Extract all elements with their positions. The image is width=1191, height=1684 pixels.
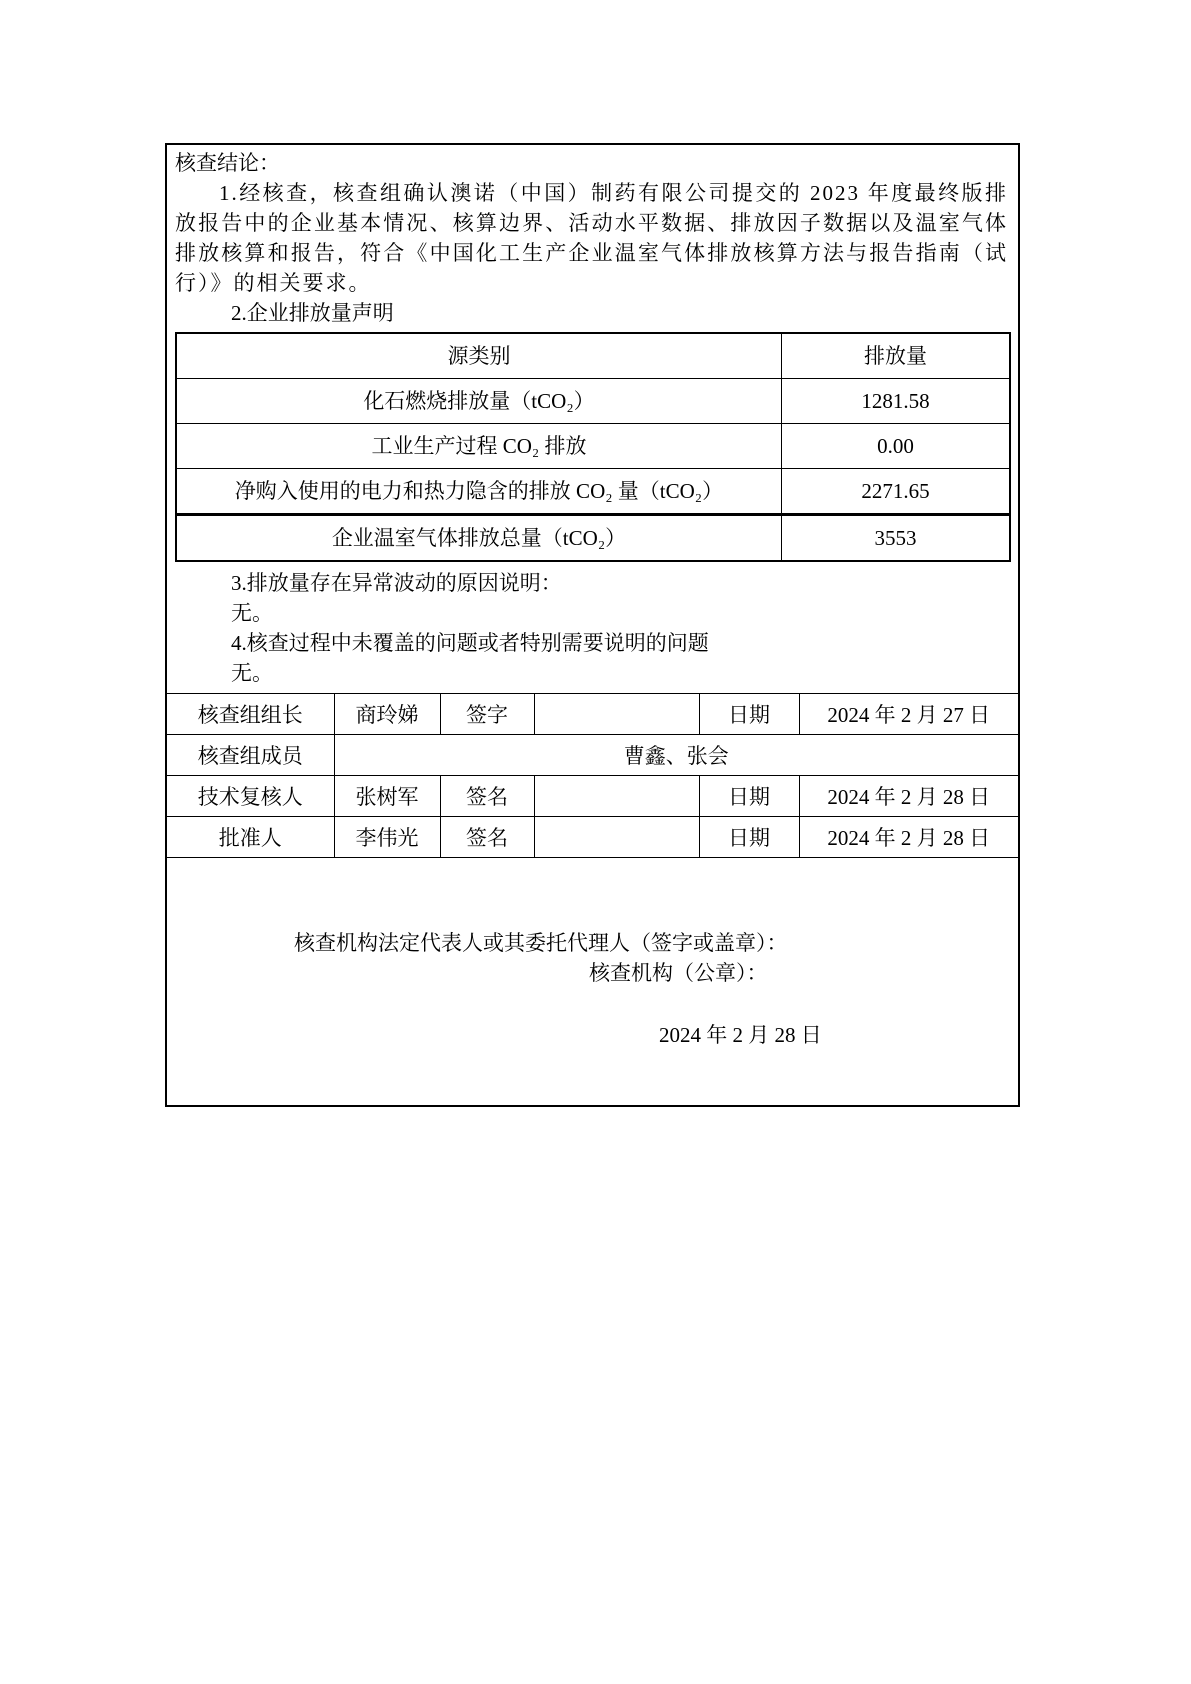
- emission-row: [176, 424, 1010, 469]
- name-cell: 商玲娣: [334, 694, 440, 735]
- signature-space: [534, 817, 699, 858]
- conclusion-cell: [167, 145, 1018, 693]
- emission-row-value: 0.00: [781, 424, 1010, 469]
- date-label-cell: 日期: [699, 776, 799, 817]
- role-cell: 技术复核人: [167, 776, 334, 817]
- signature-row-members: [167, 735, 1018, 776]
- emission-row-label: 净购入使用的电力和热力隐含的排放 CO₂ 量（tCO₂）: [176, 469, 781, 515]
- role-cell: 核查组组长: [167, 694, 334, 735]
- footer-date: 2024 年 2 月 28 日: [659, 1023, 822, 1047]
- date-label-cell: 日期: [699, 694, 799, 735]
- emission-header-row: [176, 333, 1010, 379]
- sign-label-cell: 签名: [440, 776, 534, 817]
- emission-row-value: 2271.65: [781, 469, 1010, 515]
- conclusion-item-2: 2.企业排放量声明: [231, 301, 394, 325]
- name-cell: 李伟光: [334, 817, 440, 858]
- emission-header-amount: 排放量: [781, 333, 1010, 379]
- emission-row-label: 工业生产过程 CO₂ 排放: [176, 424, 781, 469]
- conclusion-item-3-answer: 无。: [231, 601, 273, 625]
- conclusion-title: 核查结论：: [175, 151, 280, 175]
- footer-cell: [167, 858, 1018, 1105]
- conclusion-item-4: 4.核查过程中未覆盖的问题或者特别需要说明的问题: [231, 631, 709, 655]
- signature-row-leader: [167, 694, 1018, 735]
- emission-total-value: 3553: [781, 515, 1010, 562]
- emission-header-source: 源类别: [176, 333, 781, 379]
- legal-representative-line: 核查机构法定代表人或其委托代理人（签字或盖章）：: [294, 931, 788, 955]
- date-label-cell: 日期: [699, 817, 799, 858]
- emission-total-row: [176, 515, 1010, 562]
- emission-row: [176, 469, 1010, 515]
- agency-seal-line: 核查机构（公章）：: [589, 961, 768, 985]
- verification-conclusion-form: [165, 143, 1020, 1107]
- signature-row-reviewer: [167, 776, 1018, 817]
- date-cell: 2024 年 2 月 28 日: [799, 817, 1018, 858]
- emission-row: [176, 379, 1010, 424]
- emission-total-label: 企业温室气体排放总量（tCO₂）: [176, 515, 781, 562]
- name-cell: 张树军: [334, 776, 440, 817]
- role-cell: 批准人: [167, 817, 334, 858]
- signature-table: [167, 693, 1018, 858]
- role-cell: 核查组成员: [167, 735, 334, 776]
- date-cell: 2024 年 2 月 28 日: [799, 776, 1018, 817]
- sign-label-cell: 签名: [440, 817, 534, 858]
- signature-space: [534, 776, 699, 817]
- emission-row-label: 化石燃烧排放量（tCO₂）: [176, 379, 781, 424]
- conclusion-item-4-answer: 无。: [231, 661, 273, 685]
- conclusion-item-3: 3.排放量存在异常波动的原因说明：: [231, 571, 562, 595]
- team-members-cell: 曹鑫、张会: [334, 735, 1018, 776]
- emission-table: [175, 332, 1011, 562]
- date-cell: 2024 年 2 月 27 日: [799, 694, 1018, 735]
- sign-label-cell: 签字: [440, 694, 534, 735]
- signature-row-approver: [167, 817, 1018, 858]
- signature-space: [534, 694, 699, 735]
- conclusion-paragraph: 1.经核查，核查组确认澳诺（中国）制药有限公司提交的 2023 年度最终版排放报告中的企业基本情况、核算边界、活动水平数据、排放因子数据以及温室气体排放核算和报告，符合《中国化工生产企业温室气体排放核算方法与报告指南（试行）》的相关要求。: [175, 181, 1008, 295]
- emission-row-value: 1281.58: [781, 379, 1010, 424]
